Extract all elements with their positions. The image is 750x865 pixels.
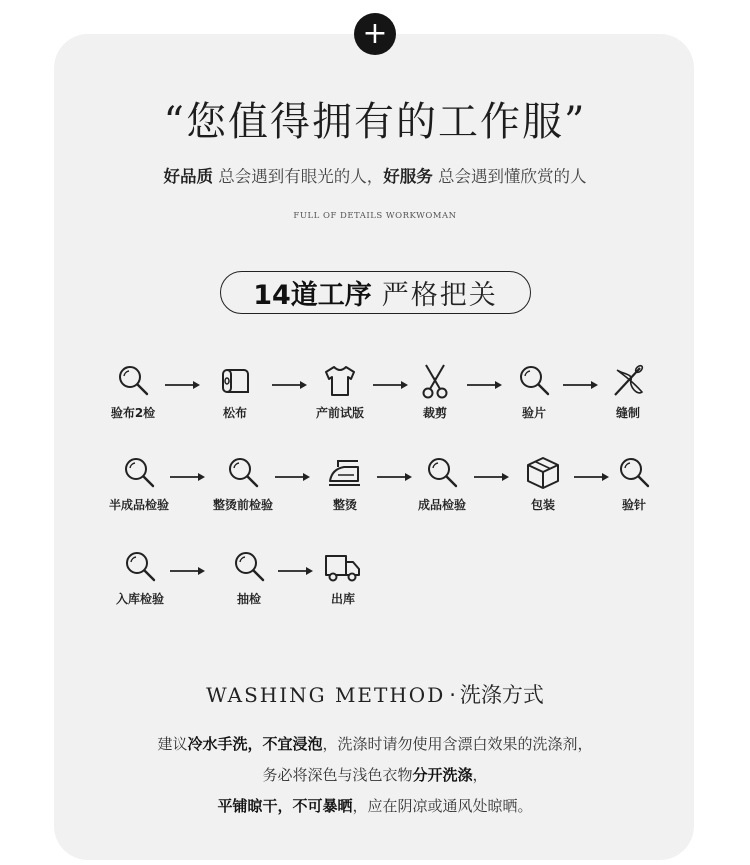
step-warehouse-inspection [100, 548, 180, 607]
step-dispatch [303, 548, 383, 607]
headline-text: 您值得拥有的工作服 [186, 99, 564, 145]
box-icon [524, 454, 562, 492]
step-label: 出库 [330, 592, 355, 606]
arrow-icon [170, 472, 206, 482]
step-needle-detection [594, 454, 674, 513]
step-semi-finished-inspection [99, 454, 179, 513]
washing-title-en: WASHING METHOD [206, 683, 446, 707]
subtitle [0, 163, 750, 187]
washing-text: ，洗涤时请勿使用含漂白效果的洗涤剂， [322, 735, 593, 753]
step-label: 成品检验 [417, 498, 466, 512]
washing-emphasis: 分开洗涤 [412, 766, 473, 784]
tagline: FULL OF DETAILS WORKWOMAN [293, 211, 457, 221]
plus-symbol: + [362, 16, 388, 51]
washing-title-cn: 洗涤方式 [459, 683, 544, 707]
step-pre-ironing-inspection [203, 454, 283, 513]
step-fabric-relax [195, 362, 275, 421]
magnifier-icon [615, 454, 653, 492]
step-cutting [395, 362, 475, 421]
washing-line-2 [0, 764, 750, 785]
step-label: 裁剪 [422, 406, 447, 420]
step-label: 产前试版 [315, 406, 364, 420]
plus-icon[interactable] [354, 13, 396, 55]
magnifier-icon [230, 548, 268, 586]
step-label: 缝制 [615, 406, 640, 420]
subtitle-text-2: 总会遇到懂欣赏的人 [432, 167, 587, 186]
truck-icon [324, 548, 362, 586]
step-label: 整烫 [332, 498, 357, 512]
subtitle-quality: 好品质 [163, 167, 213, 186]
subtitle-service: 好服务 [383, 167, 433, 186]
fabric-roll-icon [216, 362, 254, 400]
arrow-icon [170, 566, 206, 576]
step-spot-check [209, 548, 289, 607]
process-heading-light: 严格把关 [381, 280, 498, 311]
needle-thread-icon [609, 362, 647, 400]
washing-emphasis: 冷水手洗，不宜浸泡 [187, 735, 323, 753]
washing-line-1 [0, 733, 750, 754]
magnifier-icon [423, 454, 461, 492]
step-finished-inspection [402, 454, 482, 513]
step-piece-inspection [494, 362, 574, 421]
step-label: 验片 [521, 406, 546, 420]
iron-icon [326, 454, 364, 492]
step-label: 松布 [222, 406, 247, 420]
headline [0, 90, 750, 147]
step-label: 整烫前检验 [212, 498, 273, 512]
washing-text: ，应在阴凉或通风处晾晒。 [352, 797, 533, 815]
subtitle-text-1: 总会遇到有眼光的人， [213, 167, 384, 186]
magnifier-icon [114, 362, 152, 400]
step-packaging [503, 454, 583, 513]
step-label: 包装 [530, 498, 555, 512]
step-label: 半成品检验 [108, 498, 169, 512]
process-heading-pill [220, 271, 531, 314]
washing-line-3 [0, 795, 750, 816]
magnifier-icon [121, 548, 159, 586]
step-label: 验针 [621, 498, 646, 512]
step-label: 抽检 [236, 592, 261, 606]
magnifier-icon [515, 362, 553, 400]
washing-title-separator: · [449, 683, 456, 707]
washing-text: 务必将深色与浅色衣物 [262, 766, 413, 784]
washing-method-title [0, 679, 750, 709]
step-sewing [588, 362, 668, 421]
headline-open-quote: “ [163, 99, 186, 145]
headline-close-quote: ” [564, 99, 587, 145]
step-ironing [305, 454, 385, 513]
washing-text: ， [472, 766, 488, 784]
step-label: 入库检验 [115, 592, 164, 606]
process-heading-bold: 14道工序 [253, 280, 372, 311]
magnifier-icon [224, 454, 262, 492]
step-fabric-inspection [93, 362, 173, 421]
tshirt-icon [321, 362, 359, 400]
washing-emphasis: 平铺晾干，不可暴晒 [217, 797, 353, 815]
step-label: 验布2检 [110, 406, 156, 420]
magnifier-icon [120, 454, 158, 492]
washing-text: 建议 [157, 735, 188, 753]
scissors-icon [416, 362, 454, 400]
step-pre-production-sample [300, 362, 380, 421]
